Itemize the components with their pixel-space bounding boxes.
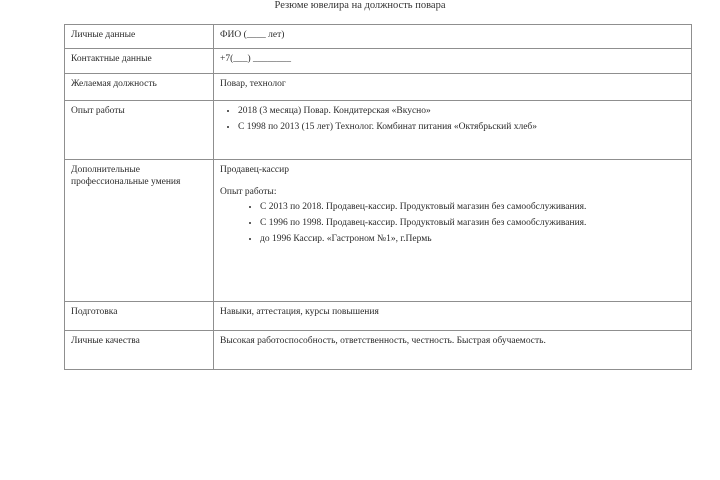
training-value: Навыки, аттестация, курсы повышения bbox=[214, 302, 692, 331]
row-label: Личные данные bbox=[65, 25, 214, 49]
sub-heading: Опыт работы: bbox=[220, 187, 277, 198]
row-label: Подготовка bbox=[65, 302, 214, 331]
table-row bbox=[65, 331, 692, 370]
work-experience-cell bbox=[214, 101, 692, 160]
work-experience-list bbox=[220, 105, 685, 134]
skill-lead: Продавец-кассир bbox=[220, 165, 289, 175]
list-item: • С 1996 по 1998. Продавец-кассир. Продуктовый магазин без самообслуживания. bbox=[260, 217, 685, 229]
table-row bbox=[65, 101, 692, 160]
contact-data-value: +7(___) ________ bbox=[214, 49, 692, 74]
additional-experience-list bbox=[220, 201, 685, 246]
table-row bbox=[65, 49, 692, 74]
row-label: Дополнительные профессиональные умения bbox=[65, 160, 214, 302]
row-label: Контактные данные bbox=[65, 49, 214, 74]
table-row bbox=[65, 160, 692, 302]
document-title: Резюме ювелира на должность повара bbox=[274, 0, 446, 11]
table-row bbox=[65, 74, 692, 101]
table-row bbox=[65, 25, 692, 49]
additional-skills-cell bbox=[214, 160, 692, 302]
list-item: • до 1996 Кассир. «Гастроном №1», г.Пермь bbox=[260, 233, 685, 245]
personal-data-value: ФИО (____ лет) bbox=[214, 25, 692, 49]
row-label: Желаемая должность bbox=[65, 74, 214, 101]
list-item: • 2018 (3 месяца) Повар. Кондитерская «Вкусно» bbox=[238, 105, 685, 117]
list-item: • С 1998 по 2013 (15 лет) Технолог. Комбинат питания «Октябрьский хлеб» bbox=[238, 121, 685, 133]
list-item: • С 2013 по 2018. Продавец-кассир. Продуктовый магазин без самообслуживания. bbox=[260, 201, 685, 213]
row-label: Опыт работы bbox=[65, 101, 214, 160]
table-row bbox=[65, 302, 692, 331]
personal-qualities-value: Высокая работоспособность, ответственность, честность. Быстрая обучаемость. bbox=[214, 331, 692, 370]
spacer bbox=[220, 176, 685, 186]
row-label: Личные качества bbox=[65, 331, 214, 370]
desired-position-value: Повар, технолог bbox=[214, 74, 692, 101]
resume-table bbox=[64, 24, 692, 370]
